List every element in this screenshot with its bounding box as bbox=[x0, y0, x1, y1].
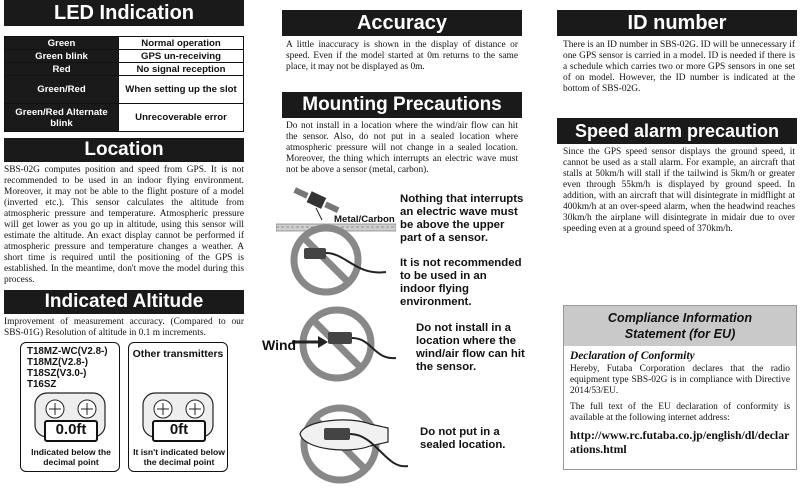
other-transmitter-box bbox=[128, 342, 228, 472]
altitude-display-decimal: 0.0ft bbox=[55, 421, 87, 438]
mounting-text: Do not install in a location where the wind/air flow can hit the sensor. Also, do not put in a sealed location where atmospheric pressure will not change in a sealed location. Moreover, the thing which interrupts an electric wave must not be above a sensor (metal, carbon). bbox=[286, 121, 518, 175]
speed-alarm-title: Speed alarm precaution bbox=[557, 118, 797, 144]
note-sealed: Do not put in a sealed location. bbox=[420, 426, 506, 451]
table-row: Green Normal operation bbox=[5, 37, 244, 50]
mounting-precautions-title: Mounting Precautions bbox=[282, 92, 522, 118]
accuracy-title: Accuracy bbox=[282, 10, 522, 36]
compliance-box bbox=[563, 305, 797, 470]
column-right bbox=[557, 0, 797, 500]
declaration-availability: The full text of the EU declaration of conformity is available at the following internet address: bbox=[570, 402, 790, 423]
note-wind: Do not install in a location where the wind/air flow can hit the sensor. bbox=[416, 322, 525, 373]
id-number-text: There is an ID number in SBS-02G. ID will be unnecessary if one GPS sensor is carried in a model. ID is needed if there is a schedule which carries two or more GPS sensors in one set of on model. However, the ID number is indicated at the bottom of SBS-02G. bbox=[563, 40, 795, 94]
note-interruption: Nothing that interrupts an electric wave must be above the upper part of a sensor. bbox=[400, 193, 524, 244]
altitude-display-integer: 0ft bbox=[169, 421, 189, 438]
table-row: Red No signal reception bbox=[5, 63, 244, 76]
compliance-title: Compliance Information Statement (for EU) bbox=[564, 306, 796, 346]
table-row: Green blink GPS un-receiving bbox=[5, 50, 244, 63]
declaration-url-link[interactable]: http://www.rc.futaba.co.jp/english/dl/declarations.html bbox=[570, 428, 790, 456]
altitude-text: Improvement of measurement accuracy. (Compared to our SBS-01G) Resolution of altitude in 0.1 m increments. bbox=[4, 317, 244, 338]
declaration-title: Declaration of Conformity bbox=[570, 350, 695, 362]
metal-carbon-label: Metal/Carbon bbox=[334, 214, 395, 225]
column-left bbox=[4, 0, 244, 472]
column-middle bbox=[262, 0, 525, 500]
right-caption: It isn't indicated below the decimal point bbox=[133, 447, 225, 467]
speed-alarm-text: Since the GPS speed sensor displays the ground speed, it cannot be used as a stall alarm. For example, an aircraft that stalls at 50km/h will stall if the tailwind is 5km/h or greater even through 55km/h is displayed by ground speed. In addition, with an aircraft that will disintegrate in midflight at 400km/h at an over-speed alarm, when the headwind reaches 30km/h the airplane will disintegrate in midair due to over speeding even at a ground speed of 370km/h. bbox=[563, 147, 795, 234]
left-caption: Indicated below the decimal point bbox=[31, 447, 111, 467]
other-transmitters-title: Other transmitters bbox=[132, 349, 224, 360]
sealed-location-figure bbox=[290, 400, 410, 490]
table-row: Green/Red When setting up the slot bbox=[5, 76, 244, 104]
altitude-figures bbox=[4, 342, 244, 472]
indicated-altitude-title: Indicated Altitude bbox=[4, 290, 244, 314]
model-list: T18MZ-WC(V2.8-) T18MZ(V2.8-) T18SZ(V3.0-) T16SZ bbox=[27, 346, 108, 390]
futaba-transmitter-box bbox=[20, 342, 120, 472]
location-title: Location bbox=[4, 138, 244, 162]
id-number-title: ID number bbox=[557, 10, 797, 36]
led-indication-title: LED Indication bbox=[4, 0, 244, 26]
declaration-text: Hereby, Futaba Corporation declares that the radio equipment type SBS-02G is in compliance with Directive 2014/53/EU. bbox=[570, 364, 790, 396]
location-text: SBS-02G computes position and speed from GPS. It is not recommended to be used in an indoor flying environment. Moreover, it may not be able to the flight posture of a model (inverted etc.). This sensor calculates the altitude from atmospheric pressure and temperature. Atmospheric pressure will get lower as you go up in altitude, using this sensor will estimate the altitude. An exact display cannot be performed if atmospheric pressure and temperature changes a weather. A short time is required until the positioning of the GPS is established. In the meantime, don't move the model during this process. bbox=[4, 165, 244, 285]
table-row: Green/Red Alternate blink Unrecoverable error bbox=[5, 104, 244, 132]
wind-label: Wind bbox=[262, 337, 297, 353]
accuracy-text: A little inaccuracy is shown in the display of distance or speed. Even if the model started at 0m returns to the same place, it may not be displayed as 0m. bbox=[286, 40, 518, 72]
metal-carbon-figure bbox=[276, 186, 396, 296]
note-indoor: It is not recommended to be used in an indoor flying environment. bbox=[400, 257, 522, 308]
led-table bbox=[4, 36, 244, 132]
wind-figure bbox=[292, 302, 402, 392]
